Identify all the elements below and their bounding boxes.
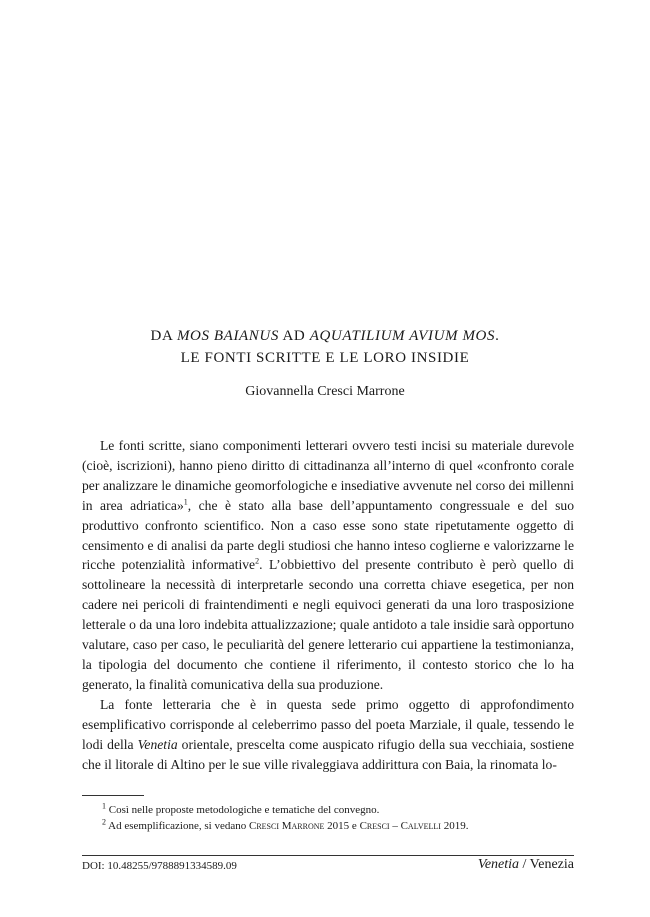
paragraph: Le fonti scritte, siano componimenti letterari ovvero testi incisi su materiale durevole (cioè, iscrizioni), hanno pieno diritto di cittadinanza all’interno di quel «confronto corale per analizzare le dinamiche geomorfologiche e insediative avvenute nel corso dei millenni in area adriatica»$^1$, che è stato alla base dell’appuntamento congressuale e del suo produttivo confronto scientifico. Non a caso esse sono state ripetutamente oggetto di censimento e di analisi da parte degli studiosi che hanno inteso coglierne e valorizzarne le ricche potenzialità informative$^2$. L’obbiettivo del presente contributo è però quello di sottolineare la necessità di interpretarle secondo una corretta chiave esegetica, per non cadere nei pericoli di fraintendimenti e negli equivoci generati da una loro trasposizione letterale o da una loro indebita attualizzazione; quale antidoto a tale insidie sarà opportuno valutare, caso per caso, le peculiarità del genere letterario cui appartiene la testimonianza, la tipologia del documento che contiene il riferimento, il contesto storico che lo ha generato, la finalità comunicativa della sua produzione. bbox=[82, 438, 574, 692]
author-name: Giovannella Cresci Marrone bbox=[245, 384, 405, 399]
footnote-ref[interactable]: 1 bbox=[183, 497, 188, 507]
title-line-2: LE FONTI SCRITTE E LE LORO INSIDIE bbox=[180, 350, 470, 366]
footnote: $^1$ Così nelle proposte metodologiche e tematiche del convegno. bbox=[102, 801, 380, 816]
footnote-divider bbox=[82, 795, 144, 796]
footnotes bbox=[82, 802, 574, 834]
paragraph: La fonte letteraria che è in questa sede primo oggetto di approfondimento esemplificativo corrisponde al celeberrimo passo del poeta Marziale, il quale, tessendo le lodi della Venetia orientale, prescelta come auspicato rifugio della sua vecchiaia, sostiene che il litorale di Altino per le sue ville rivaleggiava addirittura con Baia, la rinomata lo- bbox=[82, 696, 574, 772]
article-title bbox=[0, 325, 650, 369]
title-line-1: DA MOS BAIANUS AD AQUATILIUM AVIUM MOS. bbox=[150, 328, 500, 344]
series-name: Venetia / Venezia bbox=[477, 857, 574, 872]
footnote: $^2$ Ad esemplificazione, si vedano Cresci Marrone 2015 e Cresci – Calvelli 2019. bbox=[102, 817, 469, 832]
footnote-ref[interactable]: 2 bbox=[255, 556, 260, 566]
body-text bbox=[82, 436, 574, 774]
doi-link[interactable]: DOI: 10.48255/9788891334589.09 bbox=[82, 860, 237, 872]
page-footer bbox=[82, 855, 574, 876]
